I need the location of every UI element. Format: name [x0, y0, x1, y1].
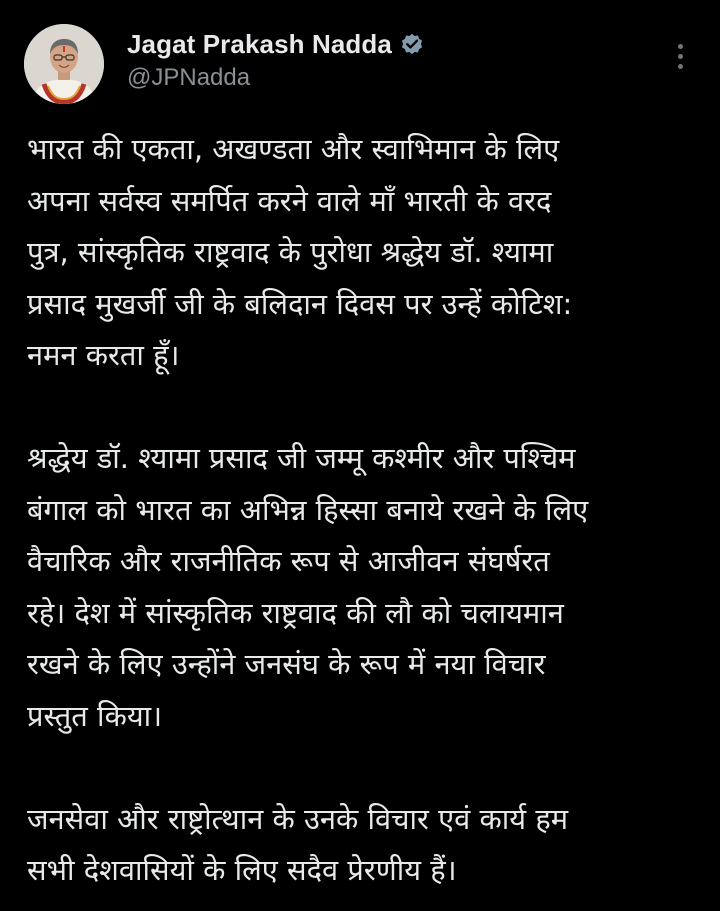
paragraph-gap: [27, 382, 707, 434]
paragraph-gap: [27, 742, 707, 794]
author-handle[interactable]: @JPNadda: [127, 64, 251, 91]
tweet-line: रहे। देश में सांस्कृतिक राष्ट्रवाद की लौ को चलायमान: [27, 595, 564, 630]
more-dot: [678, 44, 683, 49]
tweet-line: सभी देशवासियों के लिए सदैव प्रेरणीय हैं।: [27, 853, 457, 887]
more-vertical-icon[interactable]: [664, 36, 696, 76]
more-dot: [678, 54, 683, 59]
profile-avatar[interactable]: [24, 24, 104, 104]
tweet-line: रखने के लिए उन्होंने जनसंघ के रूप में नया विचार: [27, 647, 546, 681]
more-dot: [678, 64, 683, 69]
tweet-line: प्रस्तुत किया।: [27, 698, 163, 733]
tweet-line: श्रद्धेय डॉ. श्यामा प्रसाद जी जम्मू कश्मीर और पश्चिम: [27, 441, 576, 475]
tweet-line: भारत की एकता, अखण्डता और स्वाभिमान के लिए: [27, 132, 560, 166]
tweet-header: [0, 0, 720, 110]
author-display-name[interactable]: Jagat Prakash Nadda: [127, 28, 392, 59]
tweet-line: नमन करता हूँ।: [27, 338, 180, 372]
tweet-line: बंगाल को भारत का अभिन्न हिस्सा बनाये रखने के लिए: [27, 492, 589, 527]
tweet-line: पुत्र, सांस्कृतिक राष्ट्रवाद के पुरोधा श्रद्धेय डॉ. श्यामा: [27, 235, 554, 269]
tweet-line: अपना सर्वस्व समर्पित करने वाले माँ भारती के वरद: [27, 183, 552, 218]
avatar-image: [24, 24, 104, 104]
tweet-line: प्रसाद मुखर्जी जी के बलिदान दिवस पर उन्हें कोटिश:: [27, 286, 573, 321]
author-name-row: [127, 27, 425, 61]
tweet-line: जनसेवा और राष्ट्रोत्थान के उनके विचार एवं कार्य हम: [27, 801, 569, 836]
tweet-text: [27, 124, 707, 897]
verified-badge-icon: [399, 31, 425, 57]
tweet-line: वैचारिक और राजनीतिक रूप से आजीवन संघर्षरत: [27, 544, 550, 578]
